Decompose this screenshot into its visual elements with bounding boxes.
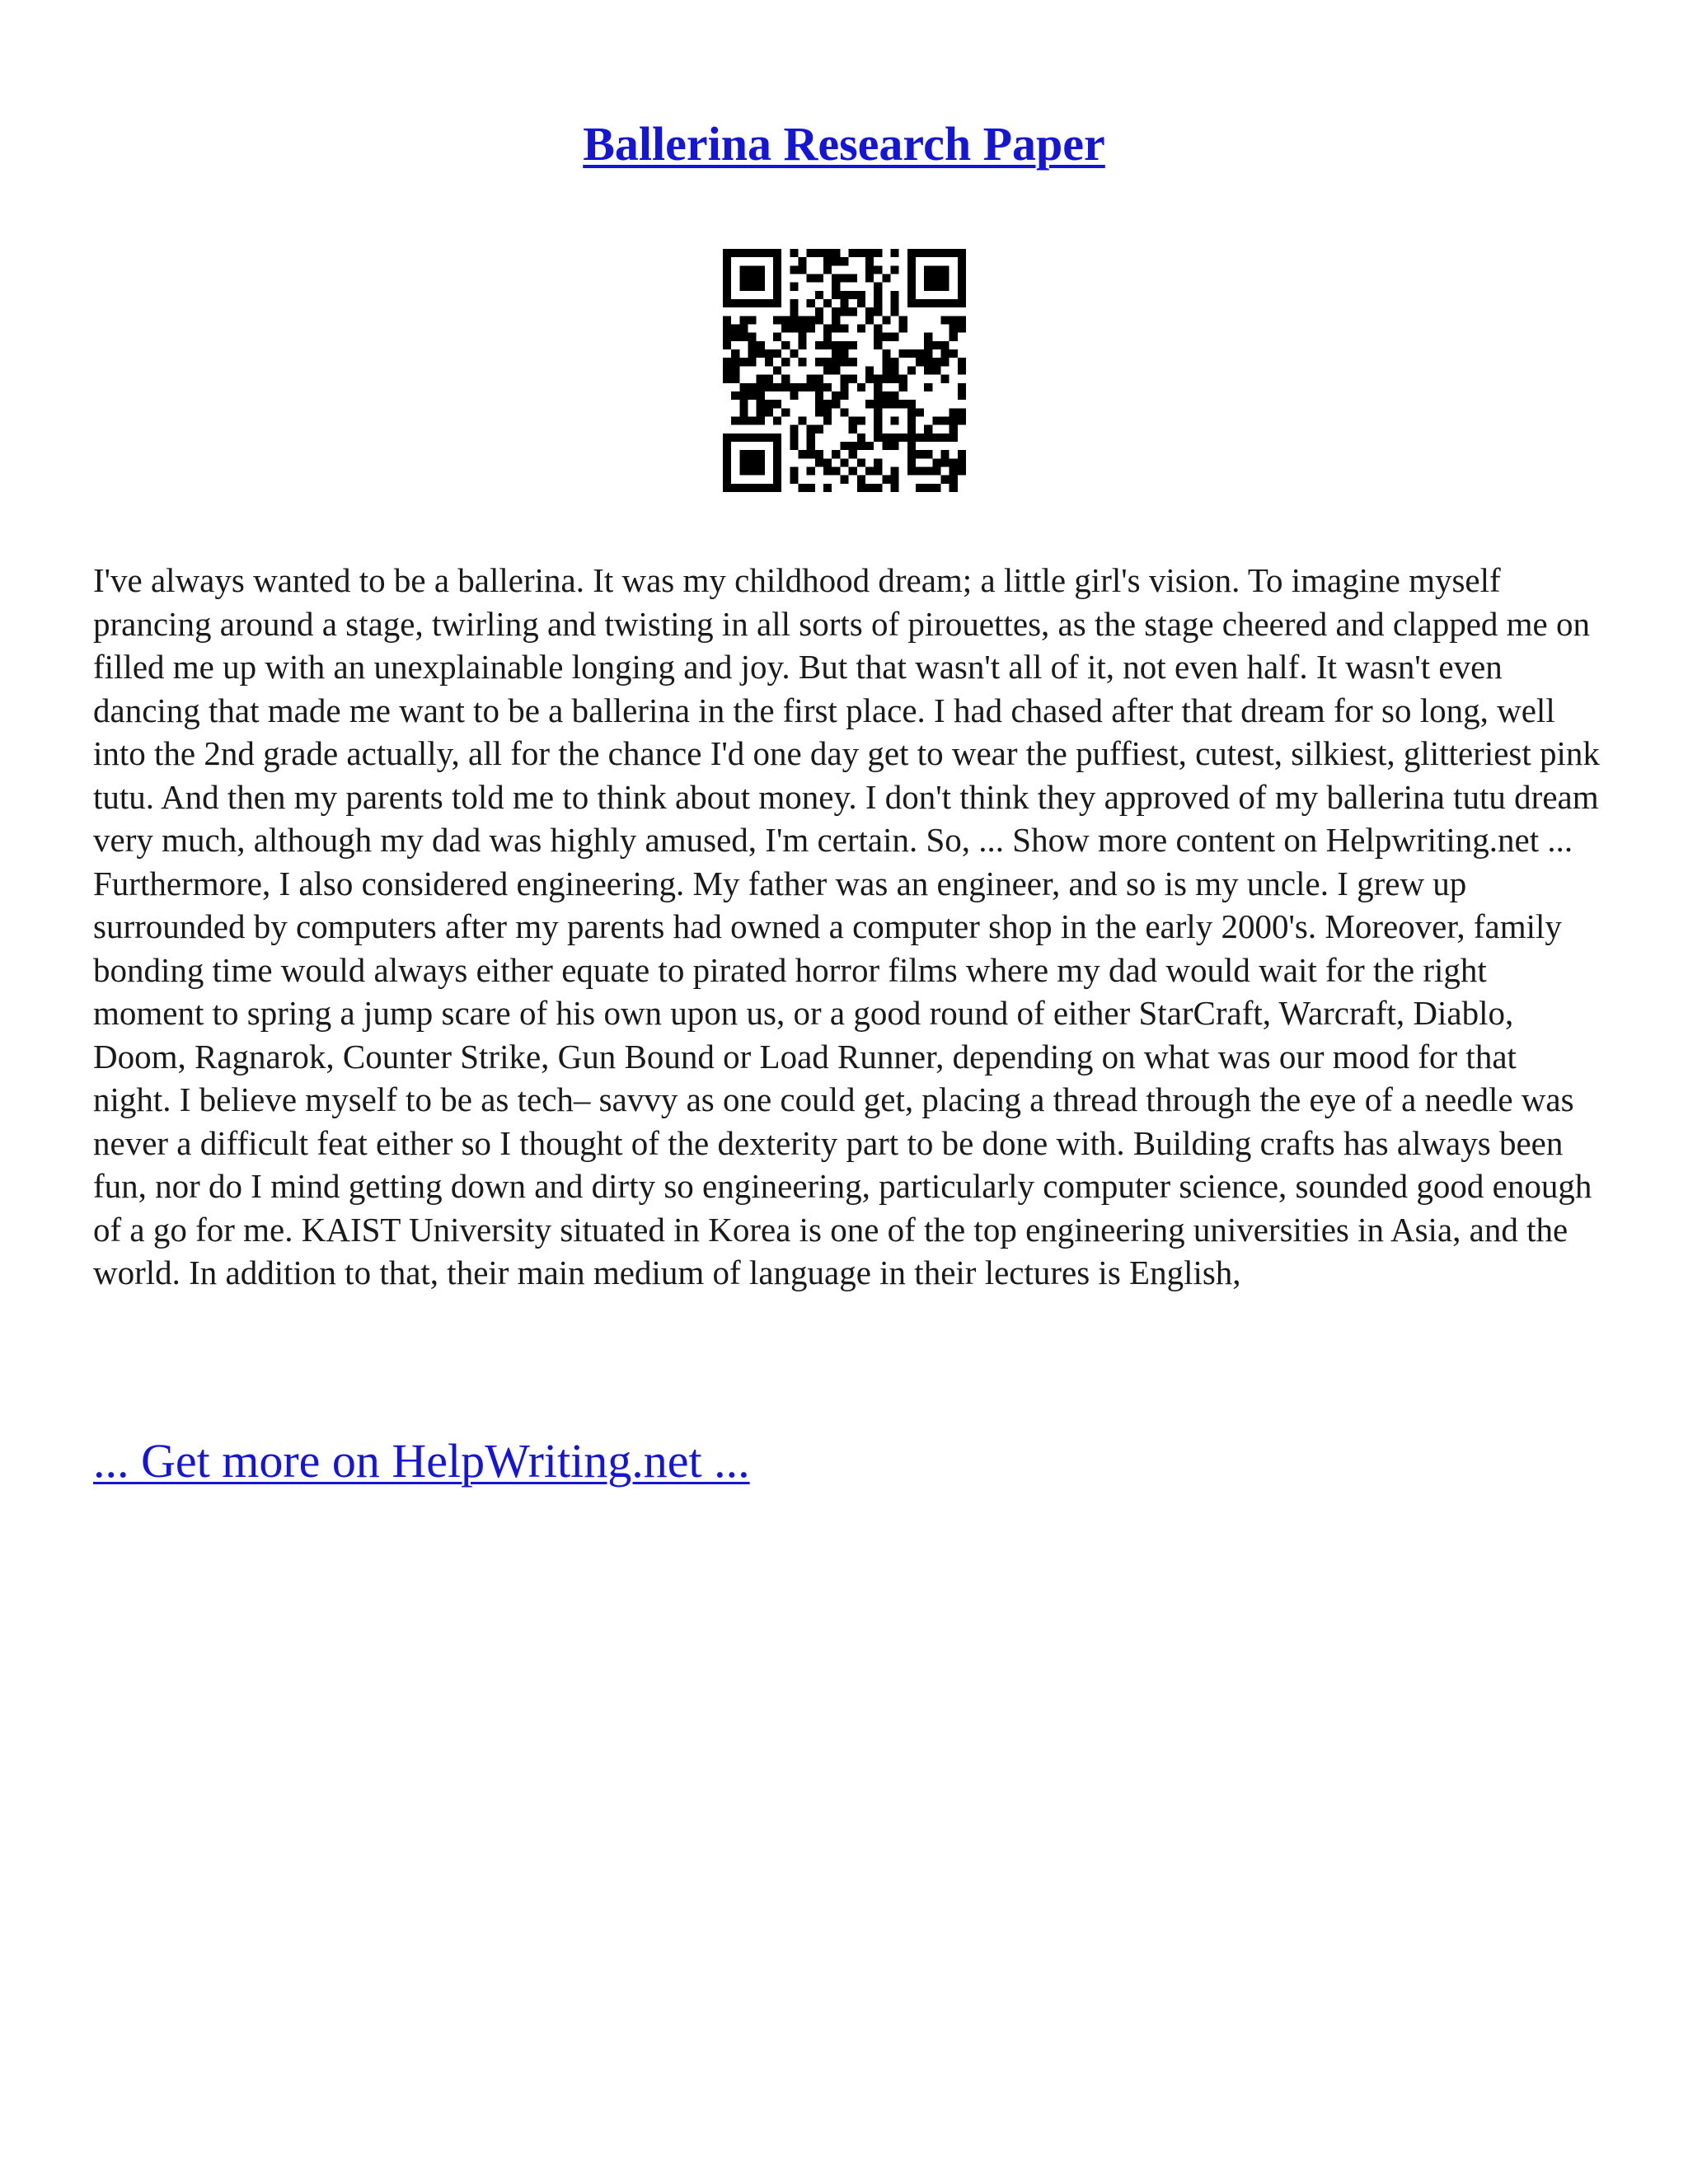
paragraph-2: Furthermore, I also considered engineering. My father was an engineer, and so is my uncle. I grew up surrounded by computers after my parents had owned a computer shop in the early 2000's. Moreover, family bonding time would always either equate to pirated horror films where my dad would wait for the right moment to spring a jump scare of his own upon us, or a good round of either StarCraft, Warcraft, Diablo, Doom, Ragnarok, Counter Strike, Gun Bound or Load Runner, depending on what was our mood for that night. I believe myself to be as tech– savvy as one could get, placing a thread through the eye of a needle was never a difficult feat either so I thought of the dexterity part to be done with. Building crafts has always been fun, nor do I mind getting down and dirty so engineering, particularly computer science, sounded good enough of a go for me. KAIST University situated in Korea is one of the top engineering universities in Asia, and the world. In addition to that, their main medium of language in their lectures is English, [93,864,1592,1291]
more-link-container [93,1432,750,1490]
get-more-link[interactable]: ... Get more on HelpWriting.net ... [93,1434,750,1488]
article-body [93,559,1601,1295]
title-link[interactable]: Ballerina Research Paper [583,117,1105,171]
qr-code-icon [723,249,966,492]
paragraph-1: I've always wanted to be a ballerina. It was my childhood dream; a little girl's vision. To imagine myself prancing around a stage, twirling and twisting in all sorts of pirouettes, as the stage cheered and clapped me on filled me up with an unexplainable longing and joy. But that wasn't all of it, not even half. It wasn't even dancing that made me want to be a ballerina in the first place. I had chased after that dream for so long, well into the 2nd grade actually, all for the chance I'd one day get to wear the puffiest, cutest, silkiest, glitteriest pink tutu. And then my parents told me to think about money. I don't think they approved of my ballerina tutu dream very much, although my dad was highly amused, I'm certain. So, ... Show more content on Helpwriting.net ... [93,561,1600,859]
page-title [0,115,1688,173]
